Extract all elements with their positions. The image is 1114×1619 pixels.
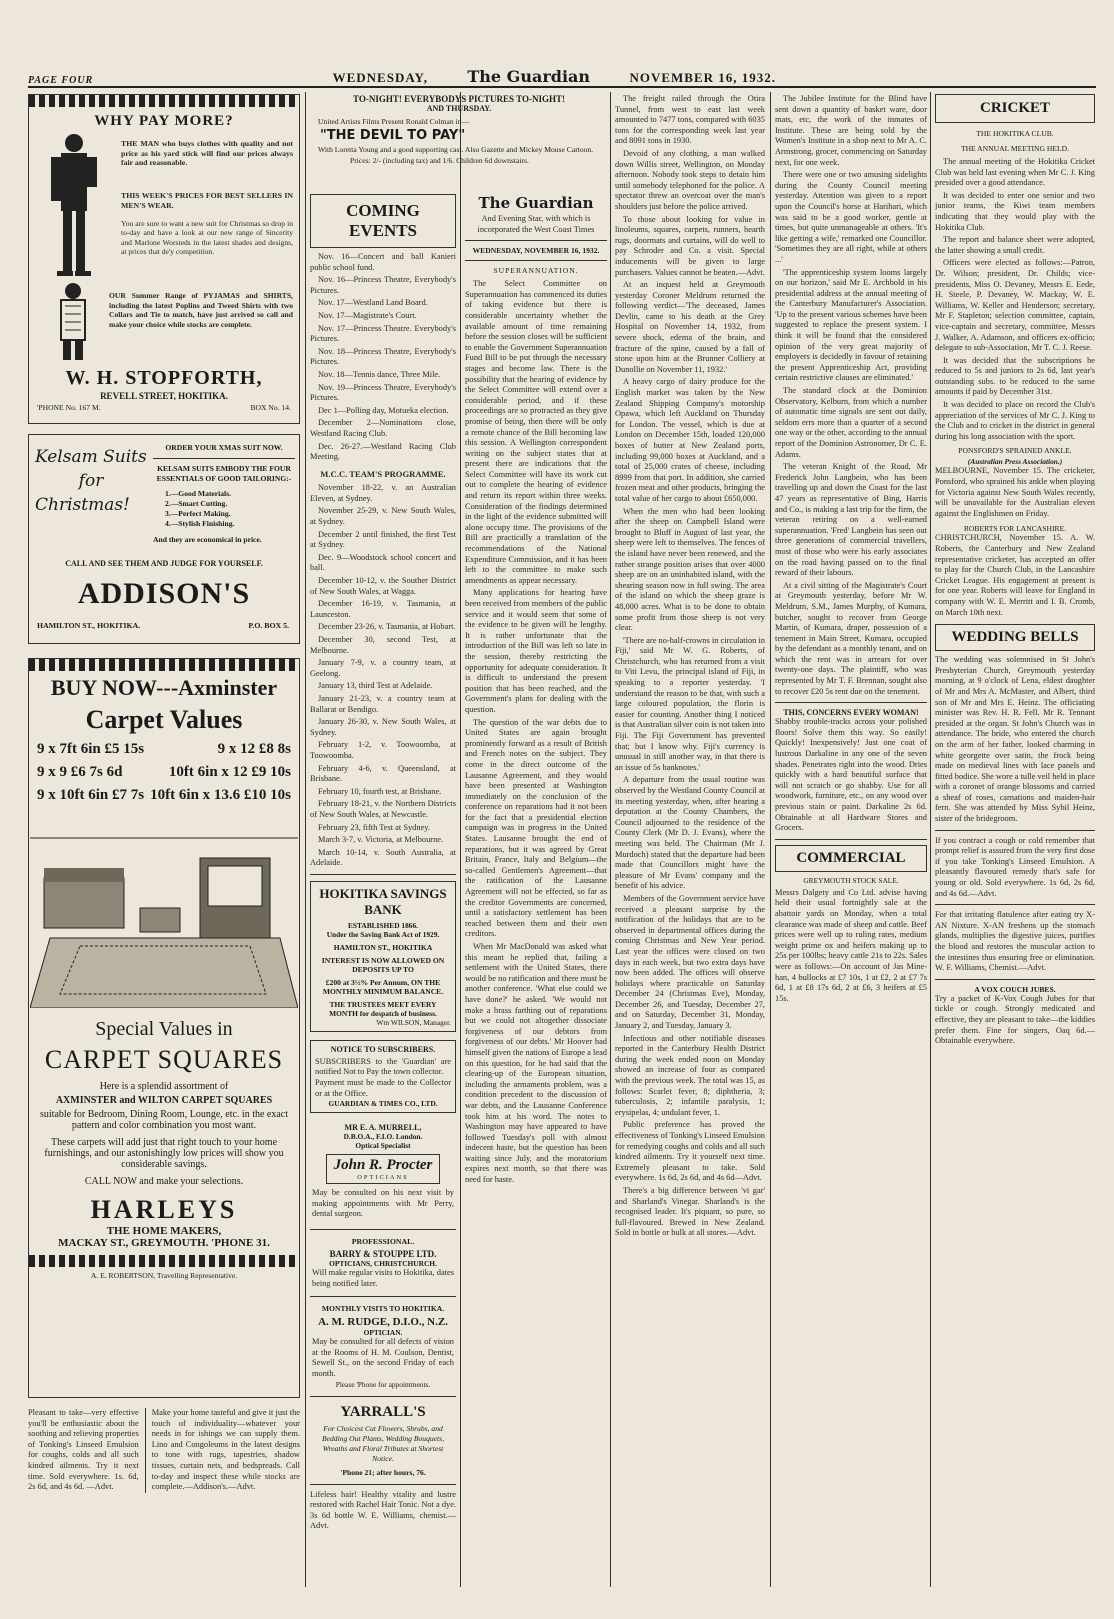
- mcc-item: January 21-23, v. a country team at Ballarat or Bendigo.: [310, 693, 456, 714]
- ponsford-heading: PONSFORD'S SPRAINED ANKLE.: [958, 446, 1072, 456]
- cricket-club: THE HOKITIKA CLUB.: [976, 129, 1054, 138]
- roberts-heading: ROBERTS FOR LANCASHIRE.: [963, 524, 1067, 534]
- subscribers-title: NOTICE TO SUBSCRIBERS.: [330, 1044, 436, 1054]
- bank-rate: £200 at 3½% Per Annum, ON THE MONTHLY MINIMUM BALANCE.: [322, 977, 444, 996]
- sports-column: [935, 94, 1095, 1594]
- kelsam-embody: KELSAM SUITS EMBODY THE FOUR ESSENTIALS OF GOOD TAILORING:-: [156, 463, 292, 483]
- kelsam-call: CALL AND SEE THEM AND JUDGE FOR YOURSELF.: [65, 559, 263, 568]
- mcc-item: January 7-9, v. a country team, at Geelong.: [310, 658, 456, 678]
- news-paragraph: The veteran Knight of the Road, Mr Frederick John Langbein, who has been travelling up and down the Coast for the last 47 years as representative of Bing, Harris and Co., is making a last trip for the firm, the veteran retiring on a well-earned superannuation. 'Fred' Langbein has seen out three generations of commercial travellers, most of those who were his early associates on the road having passed on to the final reward of their labours.: [775, 462, 927, 578]
- price-row: [29, 758, 299, 781]
- addisons-box: P.O. BOX 5.: [248, 621, 289, 630]
- professional-firm: BARRY & STOUPPE LTD.: [329, 1249, 437, 1260]
- professional-ad: [310, 1235, 456, 1291]
- news-paragraph: Devoid of any clothing, a man walked down Willis street, Wellington, on Monday afternoon. Nobody took steps to detain him until somebody telephoned for the police. A spectator threw an overcoat over the man's shoulders just before the police arrived.: [615, 148, 765, 211]
- column-rule: [770, 92, 771, 1587]
- news-paragraph: Members of the Government service have received a pleasant surprise by the notification of the holidays that are to be observed in departmental offices during the coming Christmas and New Year period. Last year the offices were closed on two days in each week, but two extra days have now been added. The offices will observe holidays where practicable on Saturday December 24 (Christmas Eve), Monday, December 26, and Tuesday, December 27, and on Saturday, December 31, Monday, January 2, and Tuesday, January 3.: [615, 893, 765, 1031]
- superannuation-heading: SUPERANNUATION.: [493, 266, 579, 276]
- editorial-paragraph: Many applications for hearing have been received from members of the public service and it would seem that some of the evidence to be given will be lengthy. It is rather unfortunate that the introduction of the Bill was left so late in the session, thereby restricting the opportunity for adequate consideration. It is difficult to understand the present position that has been reached, and the Government's plans for dealing with the question.: [465, 588, 607, 714]
- harleys-makers: THE HOME MAKERS,: [106, 1225, 222, 1237]
- kelsam-script-line1: Kelsam Suits: [35, 447, 147, 467]
- header-paper-title: The Guardian: [467, 67, 591, 86]
- guardian-masthead: The Guardian: [478, 194, 594, 212]
- jubes-body: Try a packet of K-Vox Cough Jubes for that tickle or cough. Strongly medicated and effective, they are pleasant to take—the kiddies prefer them. Fine for singers, Oaq 6d.—Obtainable everywhere.: [935, 993, 1095, 1046]
- news-paragraph: 'There are no-half-crowns in circulation in Fiji,' said Mr W. G. Roberts, of Christchurch, who has returned from a visit to Viti Levu, the principal island of Fiji, in speaking to a reporter yesterday. 'I understand the reason to be that, with such a large coloured population, the florin is easier for counting. Another thing I noticed is that Australian silver coin is not taken into Fiji. The Fiji Government has prevented that; but I know why. Fiji's currency is unusual in still another way, in that there is an issue of 5s banknotes.': [615, 635, 765, 772]
- stopforth-ad: [28, 94, 300, 424]
- news-paragraph: When the men who had been looking after the sheep on Campbell Island were brought to Bluff in August of last year, the sheep were left to themselves. The fences of the island have never been renewed, and the rather strange position arises that over 4000 sheep are on an uninhabited island, with the shearing season now in full swing. The area of the island on which the sheep graze is 48,000 acres. What is to be done to obtain some profit from those sheep is not very clear.: [615, 506, 765, 633]
- yarrall-phone: 'Phone 21; after hours, 76.: [340, 1467, 426, 1477]
- murrell-consult: May be consulted on his next visit by making appointments with Mr Perry, dental surgeon.: [312, 1188, 454, 1219]
- event-item: Nov. 17—Magistrate's Court.: [318, 310, 417, 320]
- ads-column: [28, 94, 300, 1594]
- column-rule: [460, 92, 461, 1587]
- harleys-buy-now: BUY NOW---Axminster: [50, 675, 278, 700]
- event-item: Nov. 18—Tennis dance, Three Mile.: [318, 369, 441, 379]
- cricket-paragraph: It was decided to place on record the Club's appreciation of the services of Mr C. J. King to the Club and to cricket in the district in general during his long association with the sport.: [935, 400, 1095, 441]
- news-column-five: [615, 94, 765, 1594]
- mcc-item: Dec. 9—Woodstock school concert and ball.: [310, 552, 456, 573]
- news-paragraph: There were one or two amusing sidelights during the County Council meeting yesterday. Attention was given to a report upon the Council's horse at Harihari, which was said to be a good worker, gentle at times, but quite unmanageable at others. 'It's like getting a wife,' remarked one Councillor. 'Sometimes they are all right, while at others ...': [775, 170, 927, 264]
- rudge-ad: [310, 1302, 456, 1390]
- bank-act: Under the Saving Bank Act of 1929.: [326, 929, 440, 939]
- harleys-call-now: CALL NOW and make your selections.: [84, 1176, 244, 1187]
- yarrall-ad: [310, 1402, 456, 1479]
- header-date: NOVEMBER 16, 1932.: [629, 70, 776, 85]
- price-item: 9 x 7ft 6in £5 15s: [37, 741, 145, 757]
- bank-interest: INTEREST IS NOW ALLOWED ON DEPOSITS UP TO: [321, 955, 445, 974]
- flatulence-advert: For that irritating flatulence after eating try X-AN Nixture. X-AN freshens up the stomach glands, multiplies the digestive juices, purifies the blood and restores the muscular action to the intestines thus ensuring free or elimination. W. F. Williams, Chemist.—Advt.: [935, 910, 1095, 973]
- pyjamas-figure-illustration: [43, 281, 103, 361]
- harleys-name: HARLEYS: [90, 1195, 238, 1224]
- cricket-paragraph: It was decided that the subscriptions be reduced to 5s and juniors to 2s 6d, last year's outstanding subs. to be reduced to the same amounts if paid by December 31st.: [935, 355, 1095, 397]
- news-paragraph: The freight railed through the Otira Tunnel, from west to east last week amounted to 7477 tons, compared with 6035 tons for the corresponding week last year and 8091 tons in 1930.: [615, 94, 765, 146]
- murrell-role: Optical Specialist: [355, 1141, 411, 1151]
- roberts-body: CHRISTCHURCH, November 15. A. W. Roberts, the Canterbury and New Zealand representative cricketer, has accepted an offer to play for the Church Club, in the Lancashire Cricket League. His engagement at present is for one year. Roberts will leave for England in company with W. E. Merritt and I. B. Cromb, on March 10th next.: [935, 533, 1095, 617]
- pictures-prices: Prices: 2/- (including tax) and 1/6. Children 6d downstairs.: [350, 156, 529, 165]
- editorial-body: [465, 279, 607, 1185]
- event-item: Nov. 17—Princess Theatre. Everybody's Pictures.: [310, 323, 456, 344]
- mcc-item: December 23-26, v. Tasmania, at Hobart.: [318, 622, 456, 632]
- column-rule: [610, 92, 611, 1587]
- rudge-body: May be consulted for all defects of vision at the Rooms of H. M. Coulson, Dentist, Sewell St., on the second Friday of each month.: [312, 1337, 454, 1378]
- news-paragraph: A departure from the usual routine was observed by the Westland County Council at its meeting yesterday, when, after hearing a deputation at the County Chambers, the Council adjourned to the residence of the County Clerk (Mr D. J. Evans), where the meeting was held. The Chairman (Mr J. Murdoch) stated that the departure had been made that Councillors might have the pleasure of Mr Evans' company and the benefit of his advice.: [615, 775, 765, 891]
- bank-address: HAMILTON ST., HOKITIKA: [333, 942, 433, 952]
- harleys-ad: [28, 658, 300, 1398]
- subscribers-body: SUBSCRIBERS to the 'Guardian' are notified Not to Pay the town collector.: [315, 1056, 451, 1077]
- addisons-ad: [28, 434, 300, 644]
- rudge-name: A. M. RUDGE, D.I.O., N.Z.: [318, 1316, 448, 1329]
- stopforth-address: REVELL STREET, HOKITIKA.: [100, 391, 228, 401]
- kelsam-economical: And they are economical in price.: [153, 534, 262, 544]
- event-item: Dec 1—Polling day, Motueka election.: [318, 405, 449, 415]
- lifeless-hair-ad: Lifeless hair! Healthy vitality and lustre restored with Rachel Hair Tonic. Not a dye. 3s 6d bottle W. E. Williams, chemist.—Advt.: [310, 1489, 456, 1531]
- stopforth-phone: 'PHONE No. 167 M.: [37, 403, 101, 412]
- procter-signature: John R. Procter: [333, 1157, 433, 1174]
- yarrall-name: YARRALL'S: [340, 1403, 426, 1420]
- kelsam-order: ORDER YOUR XMAS SUIT NOW.: [165, 443, 283, 452]
- harleys-assortment: Here is a splendid assortment of: [99, 1081, 229, 1092]
- kelsam-script-heading: [35, 445, 147, 517]
- header-day: WEDNESDAY,: [332, 70, 428, 85]
- stock-sale-body: Messrs Dalgety and Co Ltd. advise having held their usual fortnightly sale at the abattoir yards on Monday, when a total clearance was made of sheep and cattle. Beef prices were well up to ruling rates, medium weight prime ox and heifers making up to 25s per 100lbs; heavy cattle 21s to 22s. Sales were as follows:—On account of Jas Mine-han, 4 bullocks at £7 10s, 1 at £2, 2 at £7 7s 6d, 1 at £8 17s 6d, 2 at £6, 3 heifers at £5 15s.: [775, 887, 927, 1003]
- price-item: 10ft 6in x 12 £9 10s: [168, 764, 291, 780]
- press-association: (Australian Press Association.): [967, 457, 1063, 467]
- stopforth-week: THIS WEEK'S PRICES FOR BEST SELLERS IN MEN'S WEAR.: [121, 191, 293, 210]
- yarrall-body: For Choicest Cut Flowers, Shrubs, and Bedding Out Plants, Wedding Bouquets, Wreaths and Floral Tributes at Shortest Notice.: [321, 1423, 445, 1463]
- news-paragraph: At a civil sitting of the Magistrate's Court at Greymouth yesterday, before Mr W. Meldrum, S.M., James Murphy, of Kumara, butcher, sought to recover from George Martin, of Kumara, draper, possession of a tenement in Main Street, Kumara, occupied by the defendant as a monthly tenant, and on which the rent was in arrears for over twenty-one days. The plaintiff, who was represented by Mr T. F. Brennan, sought also to recover £20 5s rent due on the tenement.: [775, 580, 927, 696]
- kelsam-details: [153, 443, 295, 544]
- mcc-item: January 26-30, v. New South Wales, at Sydney.: [310, 717, 456, 737]
- professional-title: PROFESSIONAL.: [351, 1237, 415, 1247]
- coming-events-title: COMING EVENTS: [310, 194, 456, 248]
- harleys-types: AXMINSTER and WILTON CARPET SQUARES: [55, 1095, 273, 1106]
- editorial-paragraph: The Select Committee on Superannuation has commenced its duties of taking evidence but there is considerable uncertainty whether the available amount of time remaining before the session closes will be sufficient to enable the Government Superannuation Fund Bill to be put through the necessary stages and become law. There is the possibility that the hearing of evidence by the Select Committee will extend over a considerable period, and if these proceedings are so protracted as they give promise of being, then there will be only a remote chance of the Bill becoming law this session. A Wellington correspondent writing on the subject states that at present there are indications that the Select Committee will have its work cut out to complete the hearing of evidence and return its report within three weeks. Consideration of the findings determined in the light of the evidence submitted will alone occupy time. The provisions of the Bill are practically a translation of the recommendations of the National Expenditure Commission, and it has been left to the committee to make such amendments as appear necessary.: [465, 279, 607, 585]
- cricket-paragraph: The report and balance sheet were adopted, the latter showing a small credit.: [935, 235, 1095, 255]
- stopforth-pyjamas-text: OUR Summer Range of PYJAMAS and SHIRTS, including the latest Poplins and Tweed Shirts with two Collars and Tie to match, have just arrived so call and make your choice while stocks are complete.: [109, 291, 293, 329]
- event-item: Nov. 16—Princess Theatre, Everybody's Pictures.: [310, 275, 456, 295]
- murrell-name: MR E. A. MURRELL,: [344, 1123, 422, 1133]
- subscribers-pay: Payment must be made to the Collector or at the Office.: [315, 1078, 451, 1098]
- harleys-carpet-values: Carpet Values: [85, 705, 243, 734]
- cricket-paragraph: It was decided to enter one senior and two junior teams, the Kiwi team members indicating that they would play with the Hokitika Club.: [935, 190, 1095, 232]
- stopforth-name: W. H. STOPFORTH,: [65, 367, 263, 389]
- event-item: December 2—Nominations close, Westland Racing Club.: [310, 418, 456, 438]
- addisons-name: ADDISON'S: [77, 577, 251, 610]
- pictures-sub: AND THURSDAY.: [426, 104, 492, 113]
- professional-place: OPTICIANS, CHRISTCHURCH.: [329, 1259, 437, 1269]
- mcc-item: February 10, fourth test, at Brisbane.: [318, 786, 442, 796]
- kelsam-script-line3: Christmas!: [35, 495, 130, 515]
- mcc-item: November 18-22, v. an Australian Eleven, at Sydney.: [310, 483, 456, 503]
- cricket-meeting: THE ANNUAL MEETING HELD.: [960, 144, 1070, 153]
- addisons-street: HAMILTON ST., HOKITIKA.: [37, 621, 141, 630]
- page-number: PAGE FOUR: [28, 75, 94, 86]
- kelsam-script-line2: for: [78, 471, 104, 491]
- rudge-phone: Please 'Phone for appointments.: [335, 1379, 431, 1389]
- news-paragraph: Infectious and other notifiable diseases reported in the Canterbury Health District during the week ended noon on Monday showed an increase of four as compared with the previous week. The total was 15, as follows: Scarlet fever, 8; diphtheria, 3; tuberculosis, 2; infantile paralysis, 1; erysipelas, 4; undulant fever, 1.: [615, 1033, 765, 1117]
- pictures-banner: TO-NIGHT! EVERYBODYS PICTURES TO-NIGHT!: [353, 94, 565, 104]
- page-header: [28, 66, 1096, 88]
- mcc-item: March 3-7, v. Victoria, at Melbourne.: [318, 835, 444, 845]
- event-item: Nov. 19—Princess Theatre, Everybody's Pictures.: [310, 382, 456, 403]
- mcc-item: December 30, second Test, at Melbourne.: [310, 635, 456, 655]
- mcc-item: December 2 until finished, the first Test at Sydney.: [310, 529, 456, 550]
- cricket-paragraph: Officers were elected as follows:—Patron, Dr. Wilson; president, Dr. Childs; vice-presidents, Miss O. Devaney, Messrs E. Eede, H. Steele, P. Devaney, W. Mackay, W. E. Williams, W. Keller and Henderson; secretary, Mr F. Stapleton; selection committee, captain, vice-captain and secretary, committee, Messrs J. Walker, A. Adamson, and officers ex-officio; delegate to sub-Association, Mr T. C. J. Reese.: [935, 258, 1095, 353]
- professional-note: Will make regular visits to Hokitika, dates being notified later.: [312, 1268, 454, 1288]
- ponsford-body: MELBOURNE, November 15. The cricketer, Ponsford, who sprained his ankle when playing for Victoria against New South Wales recently, will be unavailable for the Australian eleven against the Englishmen on Friday.: [935, 466, 1095, 518]
- stopforth-intro: THE MAN who buys clothes with quality and not price as his yard stick will find our prices always fair and reasonable.: [121, 139, 293, 168]
- kelsam-essential-1: 1.—Good Materials.: [165, 489, 232, 499]
- pictures-ad: [310, 94, 608, 190]
- kelsam-essential-3: 3.—Perfect Making.: [165, 508, 231, 518]
- stopforth-headline: WHY PAY MORE?: [94, 113, 234, 129]
- darkaline-title: THIS, CONCERNS EVERY WOMAN!: [783, 708, 919, 718]
- bank-manager: Wm WILSON, Manager.: [376, 1017, 451, 1027]
- coming-events-list: [310, 252, 456, 869]
- rudge-title: MONTHLY VISITS TO HOKITIKA.: [321, 1304, 445, 1314]
- bank-trustees: THE TRUSTEES MEET EVERY MONTH for despatch of business.: [329, 999, 437, 1018]
- stopforth-suit-text: You are sure to want a new suit for Christmas so drop in to-day and have a look at our new range of Sincerity and Marlone Worsteds in the latest shades and designs, at prices that de'y competition.: [121, 219, 293, 257]
- kelsam-essential-4: 4.—Stylish Finishing.: [165, 518, 235, 528]
- news-paragraph: Public preference has proved the effectiveness of Tonking's Linseed Emulsion for remedying coughs and colds and all such kindred ailments. Try it yourself next time. Extremely pleasant to take. Sold everywhere. 1s 6d, 2s 6d, and 4s 6d—Advt.: [615, 1120, 765, 1183]
- murrell-quals: D.B.O.A., F.I.O. London.: [343, 1132, 423, 1142]
- mcc-item: February 23, fifth Test at Sydney.: [318, 822, 430, 832]
- event-item: Dec. 26-27.—Westland Racing Club Meeting.: [310, 441, 456, 462]
- bottom-small-ads: [28, 1408, 300, 1493]
- jubes-heading: A VOX COUCH JUBES.: [974, 984, 1056, 994]
- bank-established: ESTABLISHED 1866.: [347, 920, 419, 930]
- harleys-rep: A. E. ROBERTSON, Travelling Representative.: [90, 1271, 238, 1280]
- rudge-role: OPTICIAN.: [363, 1328, 403, 1338]
- ad-border: [29, 95, 299, 107]
- stopforth-box: BOX No. 14.: [250, 403, 291, 412]
- harleys-address: MACKAY ST., GREYMOUTH. 'PHONE 31.: [58, 1237, 270, 1249]
- darkaline-body: Shabby trouble-tracks across your polished floors! Solve them this way. So easily! Quickly! Inexpensively! Just one coat of lustrous Darkaline in any one of the seven shades. Penetrates right into the wood. Dries quickly with a hard beautiful surface that will not scratch or go shabby. Use for all woodwork, furniture, etc., on any wood over previous stain or paint. Darkaline 2s 6d. Obtainable at all Hardware Stores and Grocers.: [775, 717, 927, 833]
- wedding-body: The wedding was solemnised in St John's Presbyterian Church, Greymouth yesterday morning, at 9 o'clock of Lena, eldest daughter of Mr and Mrs A. McMaster, and Albert, third son of Mr and Mrs E. Heinz. The officiating minister was Rev. H. R. Fell. Mr R. Tennant presided at the organ. St John's Church was in attendance. The bride, who entered the church on the arm of her father, looked charming in white georgette over satin, the frock being made on medieval lines with lace panels and fitted bodice. She wore a tulle veil held in place with a coronet of orange blossoms and carried a sheaf of roses, carnations and maiden-hair fern. She was attended by Miss Sybil Heinz, sister of the bridegroom.: [935, 655, 1095, 824]
- mcc-item: February 18-21, v. the Northern Districts of New South Wales, at Newcastle.: [310, 799, 456, 819]
- news-column-six: [775, 94, 927, 1594]
- column-rule: [930, 92, 931, 1587]
- mcc-item: January 13, third Test at Adelaide.: [318, 681, 433, 691]
- stock-sale-heading: GREYMOUTH STOCK SALE.: [803, 875, 899, 885]
- kelsam-essential-2: 2.—Smart Cutting.: [165, 499, 228, 509]
- editorial-paragraph: The question of the war debts due to United States are again brought prominently forward as a result of British and French notes on the subject. They come in the direct outcome of the Lausanne Agreement, and they would have been presented at Washington immediately on the conclusion of the conference on reparations had it not been for the fact that a presidential election campaign was in progress in the United States. Lausanne brought the end of reparations, but it was agreed by Great Britain, France, Italy and Belgium—the so-called Gentlemen's Agreement—that the ratification of the Lausanne Agreement will not be effected, so far as the creditor Governments are concerned, until a satisfactory settlement has been reached between them and their own creditors.: [465, 717, 607, 939]
- procter-sub: OPTICIANS: [357, 1174, 409, 1182]
- news-paragraph: The standard clock at the Dominion Observatory, Kelburn, from which a number of automatic time signals are sent out daily, seldom errs more than a quarter of a second one way or the other, according to the annual report of the Dominion Astronomer, Dr C. E. Adams.: [775, 386, 927, 459]
- harleys-carpet-squares: CARPET SQUARES: [44, 1045, 284, 1074]
- subscribers-company: GUARDIAN & TIMES CO., LTD.: [328, 1099, 438, 1109]
- wedding-bells-title: WEDDING BELLS: [935, 624, 1095, 651]
- event-item: Nov. 16—Concert and ball Kanieri public school fund.: [310, 252, 456, 272]
- mcc-item: November 25-29, v. New South Wales, at Sydney.: [310, 506, 456, 527]
- editorial-paragraph: When Mr MacDonald was asked what this meant he replied that, failing a settlement with the United States, there would be no ratification and there must be another conference. 'What else could we have done?' he asked. 'We would not make a brass farthing out of reparations but we could not altogether dissociate forgiveness of our debtors from forgiveness of our debts.' Mr Hoover had himself given the nations of Europe a lead on this question, for he had said that the clearing-up of the European situation, including the armaments problem, was a condition precedent to the discussion of war debts, and the Lausanne Conference took him at his word. The notes to Washington may have appeared to have followed Tuesday's poll with almost indecent haste, but the question has been waiting since July, and the moratorium expires next month, so that there was need for haste.: [465, 942, 607, 1185]
- event-item: Nov. 17—Westland Land Board.: [318, 298, 428, 308]
- news-paragraph: At an inquest held at Greymouth yesterday Coroner Meldrum returned the following verdict—'The deceased, James Devlin, came to his death at the Grey Hospital on November 14, 1932, from severe shock, edema of the brain, and fracture of the spine, caused by a fall of stone upon him at the Brunner Colliery at Dunollie on November 11, 1932.': [615, 280, 765, 374]
- price-item: 10ft 6in x 13.6 £10 10s: [150, 787, 291, 803]
- cricket-paragraph: The annual meeting of the Hokitika Cricket Club was held last evening when Mr C. J. King presided over a good attendance.: [935, 157, 1095, 188]
- price-row: [29, 781, 299, 804]
- news-items: [615, 94, 765, 1239]
- linseed-ad: Pleasant to take—very effective you'll be enthusiastic about the soothing and relieving properties of Tonking's Linseed Emulsion for coughs, colds and all such kindred ailments. Try it next time. Sold everywhere. 1s. 6d, 2s 6d, and 4s 6d. —Advt.: [28, 1408, 139, 1492]
- procter-logo: [326, 1154, 440, 1184]
- addisons-furnishing-ad: Make your home tasteful and give it just the touch of individuality—whatever your needs in for ishings we can supply them. Lino and Congoleums in the latest designs to tone with rugs, tapestries, shadow tissues, curtain nets, and bedspreads. Call to-day and inspect these while stocks are complete.—Addison's.—Advt.: [151, 1408, 300, 1492]
- harleys-suitable: suitable for Bedroom, Dining Room, Lounge, etc. in the exact pattern and color combination you most want.: [40, 1109, 288, 1131]
- event-item: Nov. 18—Princess Theatre, Everybody's Pictures.: [310, 346, 456, 367]
- price-item: 9 x 10ft 6in £7 7s: [37, 787, 145, 803]
- editorial-column: [465, 194, 607, 1594]
- price-row: [29, 735, 299, 758]
- ad-border: [29, 659, 299, 671]
- subscribers-notice: [310, 1040, 456, 1113]
- mcc-item: February 1-2, v. Toowoomba, at Toowoomba.: [310, 740, 456, 760]
- man-figure-illustration: [39, 131, 109, 281]
- mcc-item: December 10-12, v. the Souther District of New South Wales, at Wagga.: [310, 576, 456, 596]
- mcc-item: December 16-19, v. Tasmania, at Launceston.: [310, 599, 456, 619]
- cricket-title: CRICKET: [935, 94, 1095, 123]
- cricket-body: [935, 157, 1095, 442]
- news-paragraph: The Jubilee Institute for the Blind have sent down a quantity of basket ware, door mats, etc, the work of the inmates of Institute. These are being sold by the Women's Institute in a shop next to Mr A. C. Armstrong, grocer, commencing on Saturday next, for one week.: [775, 94, 927, 167]
- column-three: [310, 194, 456, 1594]
- lounge-room-illustration: [30, 818, 298, 1008]
- pictures-support: With Loretta Young and a good supporting cast. Also Gazette and Mickey Mouse Cartoon.: [318, 145, 594, 154]
- mcc-item: February 4-6, v. Queensland, at Brisbane.: [310, 763, 456, 784]
- price-item: 9 x 12 £8 8s: [217, 741, 291, 757]
- murrell-ad: [310, 1119, 456, 1224]
- news-paragraph: A heavy cargo of dairy produce for the English market was taken by the New Zealand Shipping Company's motorship Opawa, which left Auckland on Thursday for London. The vessel, which is due at London on December 15th, loaded 120,000 boxes of butter at New Zealand ports, including 99,000 boxes at Auckland, and a total of 25,000 crates of cheese, including 8999 from that port. In addition, she carried frozen meat and other products, bringing the total value of her cargo to about £650,000.: [615, 377, 765, 503]
- savings-bank-ad: [310, 881, 456, 1032]
- ad-border: [29, 1255, 299, 1267]
- mcc-programme-title: M.C.C. TEAM'S PROGRAMME.: [320, 468, 446, 479]
- guardian-date: WEDNESDAY, NOVEMBER 16, 1932.: [472, 246, 600, 256]
- pictures-title: "THE DEVIL TO PAY": [320, 128, 466, 143]
- harleys-special: Special Values in: [95, 1018, 233, 1040]
- mcc-item: March 10-14, v. South Australia, at Adelaide.: [310, 847, 456, 868]
- price-item: 9 x 9 £6 7s 6d: [37, 764, 123, 780]
- commercial-title: COMMERCIAL: [775, 845, 927, 872]
- news-paragraph: There's a big difference between 'vi gar' and Sharland's Vinegar. Sharland's is the recognised leader. It's piquant, so pure, so full-flavoured. Brewed in New Zealand. Sold in bottle or bulk at all stores.—Advt.: [615, 1185, 765, 1238]
- column-rule: [305, 92, 306, 1587]
- bank-title: HOKITIKA SAVINGS BANK: [319, 885, 447, 917]
- news-paragraph: 'The apprenticeship system looms largely on our horizon,' said Mr E. Archbold in his presidential address at the annual meeting of the Canterbury Manufacturer's Association. 'Up to the present various schemes have been suggested to replace the present system. I think it will be found that the considered opinion of the very great majority of employers is decidedly in favour of retaining the present Apprenticeship Act, providing certain restrictive clauses are eliminated.': [775, 267, 927, 383]
- news-paragraph: To those about looking for value in linoleums, squares, carpets, runners, hearth rugs, doormats and curtains, will do well to pay Schroder and Co. a visit. Special inducements will be given to large purchasers. Values cannot be beaten.—Advt.: [615, 214, 765, 277]
- news-items: [775, 94, 927, 697]
- guardian-sub: And Evening Star, with which is incorporated the West Coast Times: [477, 214, 595, 234]
- cough-advert: If you contract a cough or cold remember that prompt relief is assured from the very first dose if you take Tonking's Linseed Emulsion. A pleasantly flavoured remedy that's safe for young or old. Sold everywhere. 1s 6d, 2s 6d, and 4s 6d.—Advt.: [935, 835, 1095, 898]
- pictures-present: United Artists Films Present Ronald Colman in—: [318, 117, 470, 126]
- harleys-touch: These carpets will add just that right touch to your home furnishings, and our astonishingly low prices will show you considerable savings.: [44, 1137, 284, 1170]
